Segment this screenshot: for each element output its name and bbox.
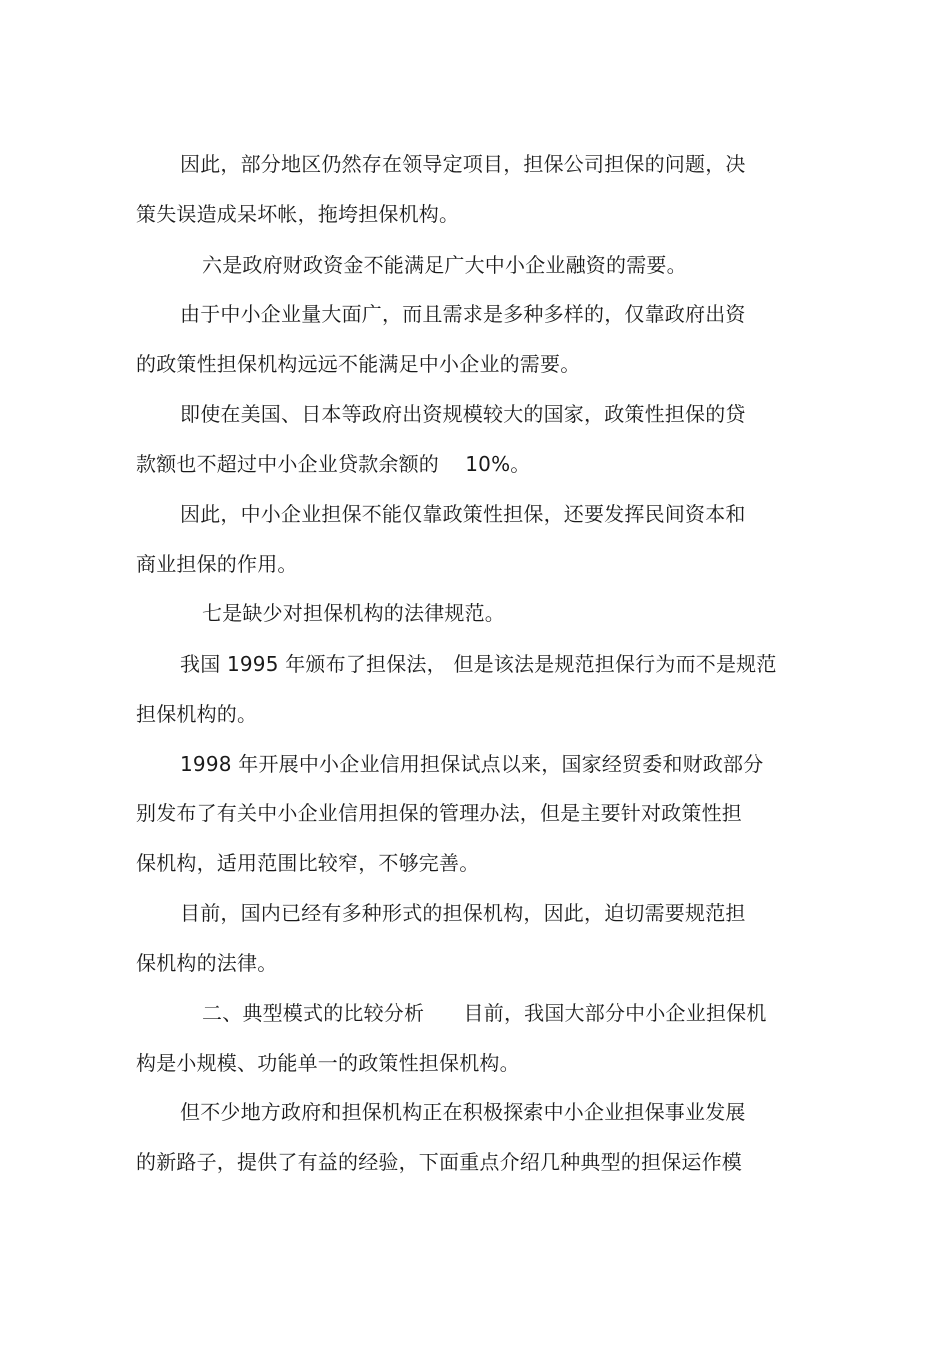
text-line: 保机构，适用范围比较窄，不够完善。 bbox=[136, 851, 480, 875]
text-line: 因此，中小企业担保不能仅靠政策性担保，还要发挥民间资本和 bbox=[180, 502, 746, 526]
text-line: 的政策性担保机构远远不能满足中小企业的需要。 bbox=[136, 352, 581, 376]
text-line: 目前，国内已经有多种形式的担保机构，因此，迫切需要规范担 bbox=[180, 901, 746, 925]
text-line: 的新路子，提供了有益的经验，下面重点介绍几种典型的担保运作模 bbox=[136, 1150, 742, 1174]
text-line: 别发布了有关中小企业信用担保的管理办法，但是主要针对政策性担 bbox=[136, 801, 742, 825]
text-line: 二、典型模式的比较分析 目前，我国大部分中小企业担保机 bbox=[202, 1001, 767, 1025]
text-line: 1998 年开展中小企业信用担保试点以来，国家经贸委和财政部分 bbox=[180, 752, 764, 776]
text-line: 由于中小企业量大面广，而且需求是多种多样的，仅靠政府出资 bbox=[180, 302, 746, 326]
text-line: 即使在美国、日本等政府出资规模较大的国家，政策性担保的贷 bbox=[180, 402, 746, 426]
text-line: 因此，部分地区仍然存在领导定项目，担保公司担保的问题，决 bbox=[180, 152, 746, 176]
text-line: 我国 1995 年颁布了担保法， 但是该法是规范担保行为而不是规范 bbox=[180, 652, 777, 676]
text-line: 但不少地方政府和担保机构正在积极探索中小企业担保事业发展 bbox=[180, 1100, 746, 1124]
text-line: 款额也不超过中小企业贷款余额的 10%。 bbox=[136, 452, 531, 476]
text-line: 构是小规模、功能单一的政策性担保机构。 bbox=[136, 1051, 520, 1075]
text-line: 六是政府财政资金不能满足广大中小企业融资的需要。 bbox=[202, 253, 687, 277]
text-line: 策失误造成呆坏帐，拖垮担保机构。 bbox=[136, 202, 460, 226]
text-line: 担保机构的。 bbox=[136, 702, 258, 726]
text-line: 保机构的法律。 bbox=[136, 951, 278, 975]
text-line: 七是缺少对担保机构的法律规范。 bbox=[202, 601, 505, 625]
text-line: 商业担保的作用。 bbox=[136, 552, 298, 576]
